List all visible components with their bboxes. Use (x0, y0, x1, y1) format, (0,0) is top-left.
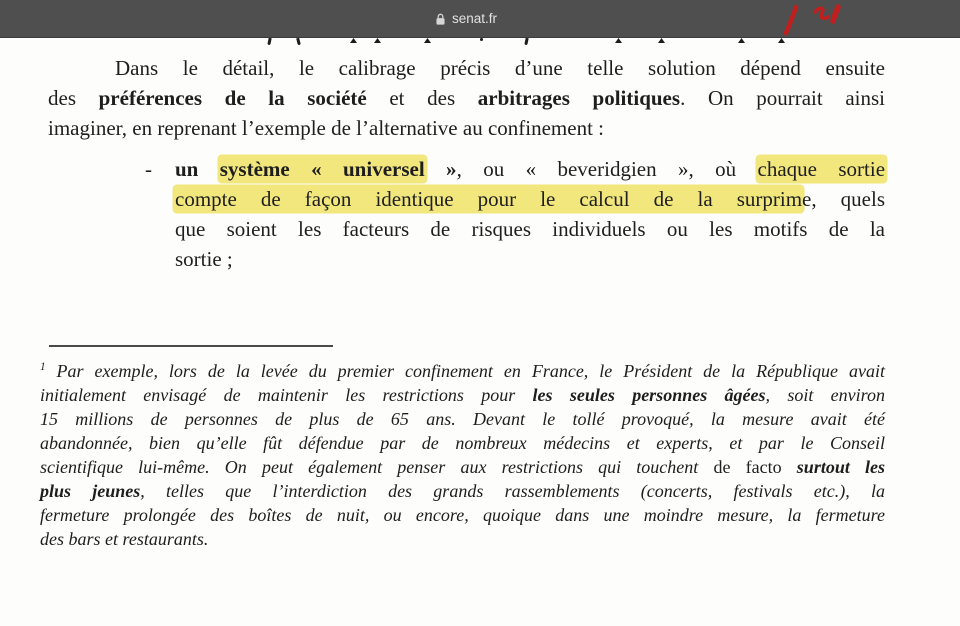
text-segment: préférences de la société (98, 86, 367, 110)
text-line (175, 214, 885, 244)
text-segment: , soit environ (765, 385, 885, 405)
text-segment: » (424, 157, 457, 181)
text-segment: et des (366, 86, 478, 110)
text-segment: imaginer, en reprenant l’exemple de l’alternative au confinement : (48, 116, 604, 140)
text-segment: 1 (40, 361, 46, 373)
handwritten-red-marks (770, 0, 860, 40)
footnote-line (40, 527, 885, 551)
footnote-line (40, 503, 885, 527)
url-display[interactable] (435, 11, 497, 26)
text-segment: fermeture prolongée des boîtes de nuit, ou encore, quoique dans une moindre mesure, la fermeture (40, 505, 885, 525)
text-segment: plus jeunes (40, 481, 141, 501)
highlighted-text: chaque sortie (757, 157, 886, 181)
text-segment: Par exemple, lors de la levée du premier confinement en France, le Président de la République avait (45, 361, 885, 381)
footnote-line (40, 359, 885, 383)
footnote-line (40, 479, 885, 503)
text-line (48, 53, 885, 83)
text-segment: , telles que l’interdiction des grands rassemblements (concerts, festivals etc.), la (140, 481, 885, 501)
footnote (40, 359, 885, 551)
text-line (48, 83, 885, 113)
url-text: senat.fr (451, 11, 498, 26)
footnote-line (40, 455, 885, 479)
text-segment: , ou « beveridgien », où (456, 157, 758, 181)
text-segment: de facto (713, 457, 797, 477)
text-segment: Dans le détail, le calibrage précis d’une telle solution dépend ensuite (115, 56, 885, 80)
highlighted-text: système « universel (219, 157, 425, 181)
text-segment: surtout les (796, 457, 886, 477)
text-segment: des bars et restaurants. (40, 529, 209, 549)
text-segment: . On pourrait ainsi (680, 86, 886, 110)
footnote-line (40, 383, 885, 407)
text-segment: un (175, 157, 220, 181)
bullet-item (48, 154, 885, 274)
text-segment: que soient les facteurs de risques individuels ou les motifs de la (175, 217, 885, 241)
footnote-line (40, 407, 885, 431)
text-line (48, 113, 885, 143)
text-segment: arbitrages politiques (477, 86, 681, 110)
highlighted-text: compte de façon identique pour le calcul de la surprim (175, 187, 803, 211)
browser-address-bar[interactable] (0, 0, 960, 38)
text-segment: des (48, 86, 99, 110)
intro-paragraph (48, 53, 885, 143)
text-segment: les seules personnes âgées (532, 385, 766, 405)
bullet-marker: - (145, 157, 152, 181)
text-segment: sortie ; (175, 247, 233, 271)
text-segment: initialement envisagé de maintenir les restrictions pour (40, 385, 533, 405)
document-page (0, 38, 960, 626)
text-segment: abandonnée, bien qu’elle fût défendue par de nombreux médecins et experts, et par le Conseil (40, 433, 885, 453)
lock-icon (435, 12, 446, 26)
text-line (175, 244, 885, 274)
text-segment: e, quels (802, 187, 885, 211)
document-body (0, 38, 960, 551)
footnote-line (40, 431, 885, 455)
text-segment: 15 millions de personnes de plus de 65 ans. Devant le tollé provoqué, la mesure avait été (40, 409, 885, 429)
text-line (175, 184, 885, 214)
text-segment: scientifique lui-même. On peut également penser aux restrictions qui touchent (40, 457, 714, 477)
footnote-separator (49, 345, 333, 347)
text-line (175, 154, 885, 184)
